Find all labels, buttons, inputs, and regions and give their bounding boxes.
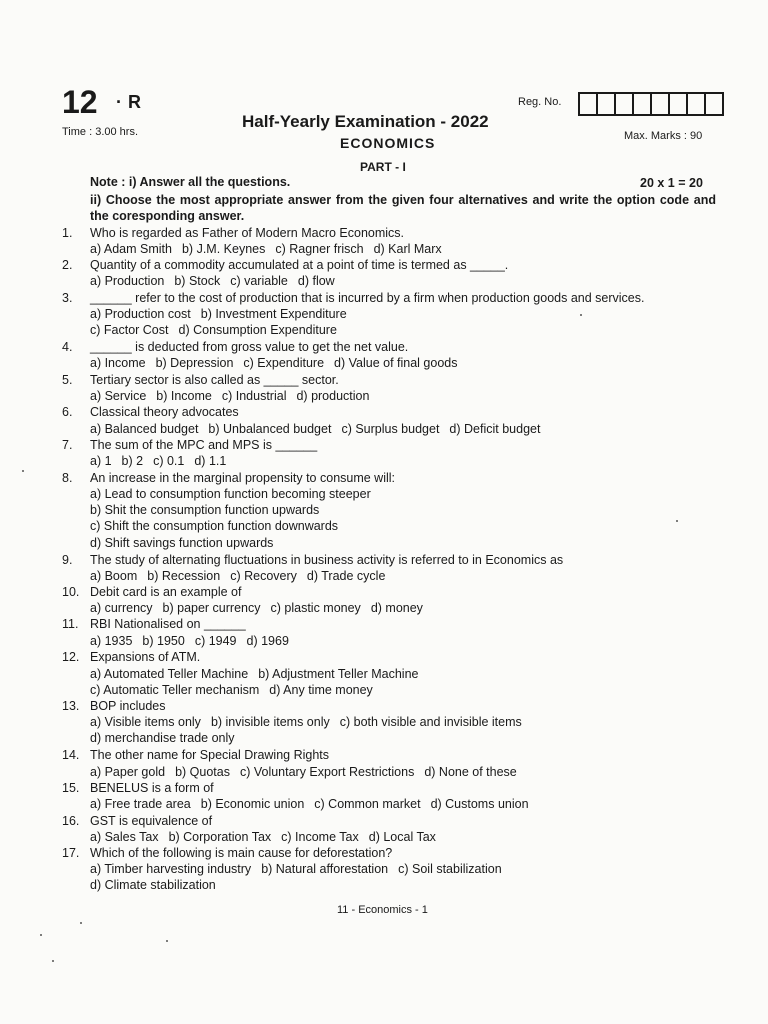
answer-option: c) both visible and invisible items <box>339 715 522 729</box>
question-stem: Which of the following is main cause for deforestation? <box>90 846 393 860</box>
reg-no-box[interactable] <box>686 92 706 116</box>
answer-option: a) Service <box>90 389 147 403</box>
question-text <box>90 438 327 452</box>
answer-option: d) Deficit budget <box>449 422 541 436</box>
speck <box>580 314 582 316</box>
question-stem: RBI Nationalised on ______ <box>90 617 246 631</box>
answer-option: d) Shift savings function upwards <box>90 536 274 550</box>
question-stem: Classical theory advocates <box>90 405 239 419</box>
exam-title: Half-Yearly Examination - 2022 <box>242 112 489 131</box>
answer-option: b) Natural afforestation <box>261 862 389 876</box>
reg-no-box[interactable] <box>614 92 634 116</box>
answer-option: a) Boom <box>90 569 138 583</box>
options-line <box>90 519 348 533</box>
answer-option: b) Depression <box>155 356 234 370</box>
options-line <box>90 274 345 288</box>
options-line <box>90 487 381 501</box>
reg-no-box[interactable] <box>668 92 688 116</box>
question-text <box>90 373 349 387</box>
reg-no-box[interactable] <box>704 92 724 116</box>
answer-option: a) Automated Teller Machine <box>90 667 249 681</box>
speck <box>166 940 168 942</box>
speck <box>40 934 42 936</box>
marks-scheme: 20 x 1 = 20 <box>640 176 703 190</box>
question-number: 16. <box>62 814 80 828</box>
answer-option: c) Expenditure <box>243 356 325 370</box>
reg-no-box[interactable] <box>632 92 652 116</box>
answer-option: d) merchandise trade only <box>90 731 235 745</box>
answer-option: d) Consumption Expenditure <box>178 323 337 337</box>
question-text <box>90 405 249 419</box>
question-stem: GST is equivalence of <box>90 814 213 828</box>
answer-option: b) Corporation Tax <box>168 830 272 844</box>
reg-no-box[interactable] <box>650 92 670 116</box>
question-stem: An increase in the marginal propensity to consume will: <box>90 471 396 485</box>
question-text <box>90 846 402 860</box>
answer-option: b) paper currency <box>162 601 261 615</box>
answer-option: c) variable <box>230 274 288 288</box>
exam-time: Time : 3.00 hrs. <box>62 126 139 138</box>
answer-option: c) Automatic Teller mechanism <box>90 683 260 697</box>
options-line <box>90 422 550 436</box>
question-number: 17. <box>62 846 80 860</box>
speck <box>52 960 54 962</box>
answer-option: d) Value of final goods <box>334 356 458 370</box>
max-marks: Max. Marks : 90 <box>624 130 703 142</box>
question-number: 4. <box>62 340 73 354</box>
answer-option: d) None of these <box>424 765 517 779</box>
answer-option: c) Surplus budget <box>341 422 440 436</box>
answer-option: a) Income <box>90 356 146 370</box>
answer-option: b) 1950 <box>142 634 185 648</box>
answer-option: d) Trade cycle <box>306 569 386 583</box>
answer-option: c) Soil stabilization <box>398 862 502 876</box>
question-number: 15. <box>62 781 80 795</box>
question-stem: BOP includes <box>90 699 166 713</box>
question-number: 2. <box>62 258 73 272</box>
answer-option: a) Production cost <box>90 307 191 321</box>
options-line <box>90 797 539 811</box>
question-number: 3. <box>62 291 73 305</box>
answer-option: a) 1935 <box>90 634 133 648</box>
speck <box>676 520 678 522</box>
question-text <box>90 748 339 762</box>
answer-option: a) Visible items only <box>90 715 201 729</box>
reg-no-label: Reg. No. <box>518 96 562 108</box>
stream-separator: · <box>116 92 122 112</box>
answer-option: c) Industrial <box>221 389 287 403</box>
answer-option: d) Customs union <box>430 797 529 811</box>
question-text <box>90 617 256 631</box>
answer-option: c) plastic money <box>270 601 361 615</box>
options-line <box>90 503 329 517</box>
question-text <box>90 291 654 305</box>
answer-option: b) J.M. Keynes <box>181 242 266 256</box>
question-number: 11. <box>62 617 79 631</box>
question-number: 9. <box>62 553 73 567</box>
answer-option: b) 2 <box>121 454 144 468</box>
options-line <box>90 454 236 468</box>
options-line <box>90 634 299 648</box>
answer-option: c) Recovery <box>230 569 297 583</box>
question-number: 7. <box>62 438 73 452</box>
answer-option: d) 1969 <box>246 634 289 648</box>
answer-option: b) Recession <box>147 569 221 583</box>
answer-option: b) Investment Expenditure <box>200 307 347 321</box>
answer-option: c) Shift the consumption function downwards <box>90 519 339 533</box>
options-line <box>90 683 383 697</box>
question-stem: The other name for Special Drawing Rights <box>90 748 330 762</box>
answer-option: d) Climate stabilization <box>90 878 216 892</box>
question-stem: Debit card is an example of <box>90 585 242 599</box>
question-stem: The sum of the MPC and MPS is ______ <box>90 438 318 452</box>
question-number: 6. <box>62 405 73 419</box>
reg-no-box[interactable] <box>578 92 598 116</box>
answer-option: d) Local Tax <box>368 830 436 844</box>
answer-option: b) invisible items only <box>210 715 330 729</box>
answer-option: a) Sales Tax <box>90 830 159 844</box>
options-line <box>90 307 357 321</box>
question-number: 8. <box>62 471 73 485</box>
options-line <box>90 715 532 729</box>
answer-option: b) Unbalanced budget <box>208 422 332 436</box>
question-text <box>90 781 224 795</box>
question-number: 5. <box>62 373 73 387</box>
options-line <box>90 389 379 403</box>
question-text <box>90 226 414 240</box>
answer-option: a) Free trade area <box>90 797 191 811</box>
answer-option: d) Any time money <box>269 683 373 697</box>
part-heading: PART - I <box>360 160 406 174</box>
question-stem: Tertiary sector is also called as _____ sector. <box>90 373 339 387</box>
answer-option: a) Lead to consumption function becoming steeper <box>90 487 371 501</box>
answer-option: a) Production <box>90 274 165 288</box>
question-number: 10. <box>62 585 80 599</box>
answer-option: d) money <box>370 601 423 615</box>
question-text <box>90 471 405 485</box>
answer-option: b) Quotas <box>175 765 230 779</box>
question-stem: ______ is deducted from gross value to get the net value. <box>90 340 409 354</box>
answer-option: c) 0.1 <box>153 454 185 468</box>
stream-code: R <box>128 92 141 112</box>
answer-option: d) flow <box>297 274 335 288</box>
answer-option: a) Adam Smith <box>90 242 172 256</box>
speck <box>22 470 24 472</box>
options-line <box>90 601 433 615</box>
answer-option: b) Stock <box>174 274 221 288</box>
options-line <box>90 667 428 681</box>
answer-option: a) Balanced budget <box>90 422 199 436</box>
question-stem: Quantity of a commodity accumulated at a point of time is termed as _____. <box>90 258 509 272</box>
subject-title: ECONOMICS <box>340 135 436 151</box>
class-number: 12 <box>62 84 98 120</box>
answer-option: c) 1949 <box>194 634 237 648</box>
question-text <box>90 340 418 354</box>
options-line <box>90 765 527 779</box>
note-line-1: Note : i) Answer all the questions. <box>90 175 291 189</box>
question-text <box>90 258 518 272</box>
reg-no-boxes[interactable] <box>578 92 722 116</box>
question-text <box>90 814 222 828</box>
question-number: 13. <box>62 699 80 713</box>
question-number: 12. <box>62 650 80 664</box>
answer-option: b) Economic union <box>200 797 305 811</box>
answer-option: c) Common market <box>314 797 421 811</box>
speck <box>80 922 82 924</box>
question-text <box>90 553 573 567</box>
answer-option: c) Voluntary Export Restrictions <box>239 765 415 779</box>
question-stem: ______ refer to the cost of production that is incurred by a firm when production goods and services. <box>90 291 645 305</box>
answer-option: a) Timber harvesting industry <box>90 862 252 876</box>
answer-option: a) 1 <box>90 454 112 468</box>
question-stem: BENELUS is a form of <box>90 781 214 795</box>
page-footer: 11 - Economics - 1 <box>337 904 428 916</box>
question-number: 1. <box>62 226 73 240</box>
options-line <box>90 862 512 876</box>
options-line <box>90 242 452 256</box>
answer-option: c) Ragner frisch <box>275 242 364 256</box>
options-line <box>90 830 446 844</box>
answer-option: b) Income <box>156 389 212 403</box>
options-line <box>90 569 395 583</box>
answer-option: d) Karl Marx <box>373 242 442 256</box>
question-text <box>90 585 251 599</box>
question-stem: Expansions of ATM. <box>90 650 201 664</box>
options-line <box>90 323 347 337</box>
question-stem: Who is regarded as Father of Modern Macro Economics. <box>90 226 405 240</box>
answer-option: c) Factor Cost <box>90 323 169 337</box>
question-number: 14. <box>62 748 80 762</box>
options-line <box>90 878 226 892</box>
answer-option: c) Income Tax <box>281 830 359 844</box>
answer-option: d) production <box>296 389 370 403</box>
question-stem: The study of alternating fluctuations in business activity is referred to in Economics as <box>90 553 564 567</box>
answer-option: a) Paper gold <box>90 765 166 779</box>
question-text <box>90 699 176 713</box>
answer-option: b) Shit the consumption function upwards <box>90 503 320 517</box>
note-line-2: ii) Choose the most appropriate answer from the given four alternatives and write the option code and the coresponding answer. <box>90 193 716 223</box>
answer-option: a) currency <box>90 601 153 615</box>
options-line <box>90 731 245 745</box>
reg-no-box[interactable] <box>596 92 616 116</box>
options-line <box>90 536 283 550</box>
answer-option: d) 1.1 <box>194 454 227 468</box>
answer-option: b) Adjustment Teller Machine <box>258 667 419 681</box>
question-text <box>90 650 210 664</box>
options-line <box>90 356 468 370</box>
